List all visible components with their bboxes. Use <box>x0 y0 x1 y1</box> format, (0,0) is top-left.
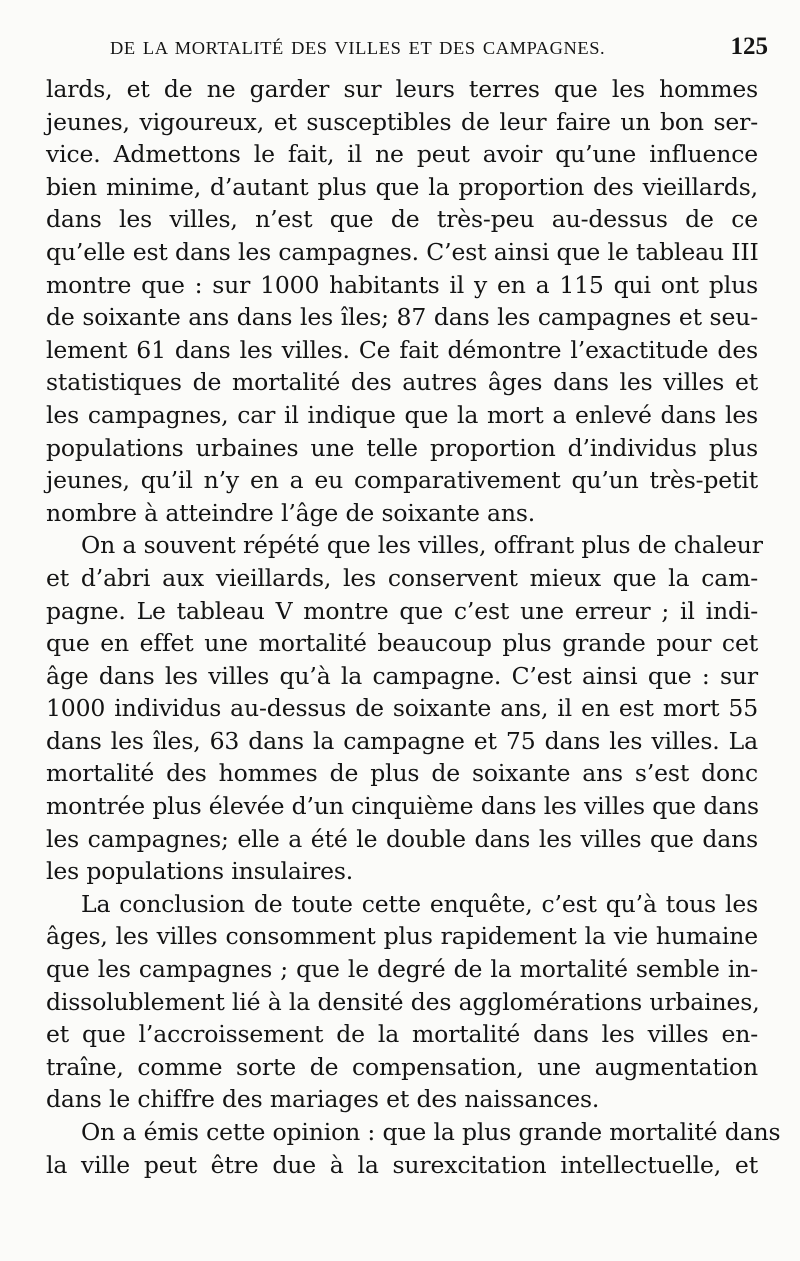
text-line: et que l’accroissement de la mortalité dans les villes en- <box>46 1020 758 1049</box>
page-number: 125 <box>730 33 768 60</box>
body-text <box>46 73 781 1181</box>
text-line: dans les îles, 63 dans la campagne et 75 dans les villes. La <box>46 726 758 755</box>
text-line: âges, les villes consomment plus rapidement la vie humaine <box>46 922 758 951</box>
text-line: traîne, comme sorte de compensation, une augmentation <box>46 1052 758 1081</box>
text-line: dissolublement lié à la densité des agglomérations urbaines, <box>46 987 760 1016</box>
text-line: statistiques de mortalité des autres âges dans les villes et <box>46 368 758 397</box>
text-line: montrée plus élevée d’un cinquième dans les villes que dans <box>46 792 759 821</box>
text-line: et d’abri aux vieillards, les conservent mieux que la cam- <box>46 563 758 592</box>
running-title: DE LA MORTALITÉ DES VILLES ET DES CAMPAGNES. <box>110 38 606 58</box>
text-line: dans le chiffre des mariages et des naissances. <box>46 1085 600 1114</box>
text-line: de soixante ans dans les îles; 87 dans les campagnes et seu- <box>46 303 758 332</box>
text-line: vice. Admettons le fait, il ne peut avoir qu’une influence <box>46 140 758 169</box>
text-line: que en effet une mortalité beaucoup plus grande pour cet <box>46 629 758 658</box>
text-line: nombre à atteindre l’âge de soixante ans. <box>46 498 536 527</box>
text-line: âge dans les villes qu’à la campagne. C’est ainsi que : sur <box>46 661 758 690</box>
text-line: montre que : sur 1000 habitants il y en a 115 qui ont plus <box>46 270 758 299</box>
running-header <box>46 33 768 70</box>
text-line: dans les villes, n’est que de très-peu au-dessus de ce <box>46 205 758 234</box>
text-line: les populations insulaires. <box>46 857 354 886</box>
text-line: bien minime, d’autant plus que la proportion des vieillards, <box>46 172 758 201</box>
text-line: pagne. Le tableau V montre que c’est une erreur ; il indi- <box>46 596 758 625</box>
text-line: mortalité des hommes de plus de soixante ans s’est donc <box>46 759 758 788</box>
text-line: la ville peut être due à la surexcitation intellectuelle, et <box>46 1150 758 1179</box>
text-line: On a souvent répété que les villes, offrant plus de chaleur <box>81 531 763 560</box>
text-line: les campagnes, car il indique que la mort a enlevé dans les <box>46 400 758 429</box>
text-line: On a émis cette opinion : que la plus grande mortalité dans <box>81 1118 781 1146</box>
text-line: 1000 individus au-dessus de soixante ans, il en est mort 55 <box>46 694 758 723</box>
text-line: qu’elle est dans les campagnes. C’est ainsi que le tableau III <box>46 237 759 266</box>
text-line: jeunes, qu’il n’y en a eu comparativement qu’un très-petit <box>46 466 758 495</box>
text-line: La conclusion de toute cette enquête, c’est qu’à tous les <box>81 889 758 918</box>
text-line: que les campagnes ; que le degré de la mortalité semble in- <box>46 955 758 984</box>
text-line: populations urbaines une telle proportion d’individus plus <box>46 433 758 462</box>
text-line: lards, et de ne garder sur leurs terres que les hommes <box>46 75 758 103</box>
text-line: lement 61 dans les villes. Ce fait démontre l’exactitude des <box>46 335 758 364</box>
text-line: jeunes, vigoureux, et susceptibles de leur faire un bon ser- <box>46 107 758 136</box>
text-line: les campagnes; elle a été le double dans les villes que dans <box>46 824 758 853</box>
